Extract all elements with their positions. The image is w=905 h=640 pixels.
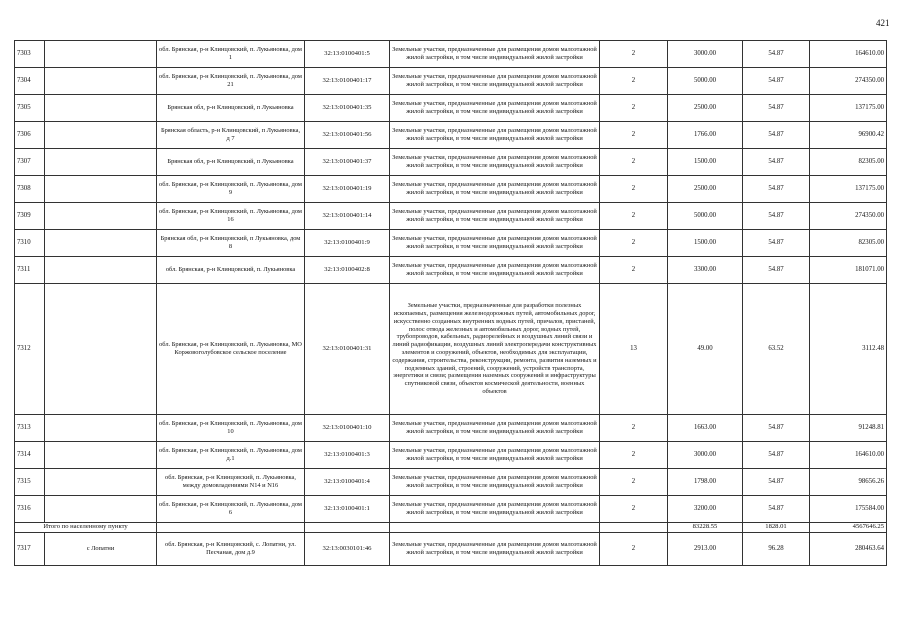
land-use-cell: Земельные участки, предназначенные для разработки полезных ископаемых, размещения железнодорожных путей, автомобильных дорог, искусственно созданных внутренних водных путей, причалов, пристаней, полос отвода железных и автомобильных дорог, водных путей, трубопроводов, кабельных, радиорелейных и воздушных линий связи и линий радиофикации, воздушных линий электропередачи конструктивных элементов и сооружений, объектов, необходимых для эксплуатации, содержания, строительства, реконструкции, ремонта, развития наземных и подземных зданий, строений, сооружений, устройств транспорта, энергетики и связи; размещения наземных сооружений и инфраструктуры спутниковой связи, объектов космической деятельности, военных объектов: [390, 284, 600, 415]
cadastral-value-cell: 164610.00: [810, 41, 887, 68]
settlement-cell: [45, 230, 157, 257]
row-number: 7317: [15, 533, 45, 566]
address-cell: обл. Брянская, р-н Клинцовский, п. Лукьяновка, дом 1: [157, 41, 305, 68]
table-row: [15, 95, 887, 122]
rate-cell: 54.87: [743, 230, 810, 257]
area-cell: 2500.00: [668, 176, 743, 203]
table-row: [15, 415, 887, 442]
rate-cell: 96.28: [743, 533, 810, 566]
cadastral-number-cell: 32:13:0100401:14: [305, 203, 390, 230]
address-cell: Брянская обл, р-н Клинцовский, п Лукьяновка: [157, 95, 305, 122]
cadastral-value-cell: 82305.00: [810, 149, 887, 176]
settlement-cell: [45, 95, 157, 122]
row-number: 7316: [15, 496, 45, 523]
table-row: [15, 496, 887, 523]
area-cell: 3000.00: [668, 442, 743, 469]
row-number: 7311: [15, 257, 45, 284]
cadastral-number-cell: 32:13:0100401:10: [305, 415, 390, 442]
table-row: [15, 533, 887, 566]
category-cell: 2: [600, 533, 668, 566]
address-cell: обл. Брянская, р-н Клинцовский, п. Лукьяновка, МО Коржовоголубовское сельское поселение: [157, 284, 305, 415]
rate-cell: 63.52: [743, 284, 810, 415]
cadastral-value-cell: 164610.00: [810, 442, 887, 469]
row-number: 7314: [15, 442, 45, 469]
area-cell: 1766.00: [668, 122, 743, 149]
cadastral-value-cell: 3112.48: [810, 284, 887, 415]
cadastral-value-cell: 175584.00: [810, 496, 887, 523]
category-cell: 13: [600, 284, 668, 415]
settlement-cell: [45, 41, 157, 68]
area-cell: 1798.00: [668, 469, 743, 496]
row-number: 7305: [15, 95, 45, 122]
cadastral-value-cell: 82305.00: [810, 230, 887, 257]
area-cell: 3200.00: [668, 496, 743, 523]
row-number: 7313: [15, 415, 45, 442]
land-use-cell: Земельные участки, предназначенные для размещения домов малоэтажной жилой застройки, в том числе индивидуальной жилой застройки: [390, 442, 600, 469]
area-cell: 3000.00: [668, 41, 743, 68]
row-number: 7312: [15, 284, 45, 415]
settlement-cell: [45, 469, 157, 496]
settlement-cell: [45, 203, 157, 230]
address-cell: обл. Брянская, р-н Клинцовский, п. Лукьяновка, дом 9: [157, 176, 305, 203]
category-cell: 2: [600, 496, 668, 523]
settlement-cell: [45, 442, 157, 469]
total-empty-cell: [390, 523, 600, 533]
category-cell: 2: [600, 95, 668, 122]
table-row: [15, 176, 887, 203]
category-cell: 2: [600, 469, 668, 496]
total-row: [15, 523, 887, 533]
cadastral-number-cell: 32:13:0030101:46: [305, 533, 390, 566]
cadastral-number-cell: 32:13:0100401:35: [305, 95, 390, 122]
rate-cell: 54.87: [743, 496, 810, 523]
address-cell: Брянская обл, р-н Клинцовский, п Лукьяновка: [157, 149, 305, 176]
land-use-cell: Земельные участки, предназначенные для размещения домов малоэтажной жилой застройки, в том числе индивидуальной жилой застройки: [390, 496, 600, 523]
rate-cell: 54.87: [743, 257, 810, 284]
settlement-cell: [45, 284, 157, 415]
area-cell: 2913.00: [668, 533, 743, 566]
rate-cell: 54.87: [743, 203, 810, 230]
cadastral-value-cell: 137175.00: [810, 95, 887, 122]
settlement-cell: [45, 257, 157, 284]
settlement-cell: [45, 176, 157, 203]
cadastral-number-cell: 32:13:0100401:3: [305, 442, 390, 469]
cadastral-number-cell: 32:13:0100401:31: [305, 284, 390, 415]
area-cell: 1663.00: [668, 415, 743, 442]
cadastral-number-cell: 32:13:0100401:17: [305, 68, 390, 95]
settlement-cell: [45, 122, 157, 149]
total-empty-cell: [600, 523, 668, 533]
settlement-cell: [45, 496, 157, 523]
cadastral-value-cell: 274350.00: [810, 203, 887, 230]
table-row: [15, 230, 887, 257]
row-number: 7304: [15, 68, 45, 95]
table-row: [15, 122, 887, 149]
category-cell: 2: [600, 257, 668, 284]
category-cell: 2: [600, 415, 668, 442]
rate-cell: 54.87: [743, 415, 810, 442]
category-cell: 2: [600, 176, 668, 203]
rate-cell: 54.87: [743, 122, 810, 149]
category-cell: 2: [600, 68, 668, 95]
address-cell: обл. Брянская, р-н Клинцовский, п. Лукьяновка, между домовладениями N14 и N16: [157, 469, 305, 496]
rate-cell: 54.87: [743, 469, 810, 496]
row-number: 7306: [15, 122, 45, 149]
total-empty-cell: [305, 523, 390, 533]
category-cell: 2: [600, 203, 668, 230]
table-row: [15, 203, 887, 230]
land-use-cell: Земельные участки, предназначенные для размещения домов малоэтажной жилой застройки, в том числе индивидуальной жилой застройки: [390, 149, 600, 176]
settlement-cell: [45, 68, 157, 95]
area-cell: 49.00: [668, 284, 743, 415]
rate-cell: 54.87: [743, 68, 810, 95]
land-use-cell: Земельные участки, предназначенные для размещения домов малоэтажной жилой застройки, в том числе индивидуальной жилой застройки: [390, 122, 600, 149]
cadastral-value-cell: 98656.26: [810, 469, 887, 496]
land-use-cell: Земельные участки, предназначенные для размещения домов малоэтажной жилой застройки, в том числе индивидуальной жилой застройки: [390, 415, 600, 442]
row-number: 7307: [15, 149, 45, 176]
area-cell: 3300.00: [668, 257, 743, 284]
row-number: 7303: [15, 41, 45, 68]
area-cell: 2500.00: [668, 95, 743, 122]
address-cell: Брянская область, р-н Клинцовский, п Лукьяновка, д 7: [157, 122, 305, 149]
table-row: [15, 41, 887, 68]
area-cell: 5000.00: [668, 203, 743, 230]
rate-cell: 54.87: [743, 176, 810, 203]
cadastral-number-cell: 32:13:0100401:9: [305, 230, 390, 257]
total-label: Итого по населенному пункту: [15, 523, 157, 533]
total-empty-cell: [157, 523, 305, 533]
table-row: [15, 442, 887, 469]
cadastral-number-cell: 32:13:0100401:19: [305, 176, 390, 203]
category-cell: 2: [600, 442, 668, 469]
cadastral-number-cell: 32:13:0100401:37: [305, 149, 390, 176]
total-value: 4567646.25: [810, 523, 887, 533]
row-number: 7308: [15, 176, 45, 203]
category-cell: 2: [600, 41, 668, 68]
land-use-cell: Земельные участки, предназначенные для размещения домов малоэтажной жилой застройки, в том числе индивидуальной жилой застройки: [390, 533, 600, 566]
address-cell: обл. Брянская, р-н Клинцовский, п. Лукьяновка, дом 21: [157, 68, 305, 95]
land-use-cell: Земельные участки, предназначенные для размещения домов малоэтажной жилой застройки, в том числе индивидуальной жилой застройки: [390, 230, 600, 257]
cadastral-number-cell: 32:13:0100401:1: [305, 496, 390, 523]
total-area: 83228.55: [668, 523, 743, 533]
category-cell: 2: [600, 122, 668, 149]
table-row: [15, 284, 887, 415]
rate-cell: 54.87: [743, 95, 810, 122]
category-cell: 2: [600, 149, 668, 176]
cadastral-number-cell: 32:13:0100401:4: [305, 469, 390, 496]
table-row: [15, 149, 887, 176]
address-cell: обл. Брянская, р-н Клинцовский, с. Лопатни, ул. Песчаная, дом д.9: [157, 533, 305, 566]
cadastral-number-cell: 32:13:0100401:56: [305, 122, 390, 149]
land-use-cell: Земельные участки, предназначенные для размещения домов малоэтажной жилой застройки, в том числе индивидуальной жилой застройки: [390, 203, 600, 230]
cadastral-value-cell: 181071.00: [810, 257, 887, 284]
category-cell: 2: [600, 230, 668, 257]
land-use-cell: Земельные участки, предназначенные для размещения домов малоэтажной жилой застройки, в том числе индивидуальной жилой застройки: [390, 41, 600, 68]
address-cell: обл. Брянская, р-н Клинцовский, п. Лукьяновка, дом 10: [157, 415, 305, 442]
table-row: [15, 257, 887, 284]
land-use-cell: Земельные участки, предназначенные для размещения домов малоэтажной жилой застройки, в том числе индивидуальной жилой застройки: [390, 469, 600, 496]
land-use-cell: Земельные участки, предназначенные для размещения домов малоэтажной жилой застройки, в том числе индивидуальной жилой застройки: [390, 257, 600, 284]
cadastral-value-cell: 96900.42: [810, 122, 887, 149]
area-cell: 1500.00: [668, 230, 743, 257]
cadastral-value-cell: 280463.64: [810, 533, 887, 566]
cadastral-value-cell: 274350.00: [810, 68, 887, 95]
total-rate: 1828.01: [743, 523, 810, 533]
cadastral-value-cell: 91248.81: [810, 415, 887, 442]
row-number: 7315: [15, 469, 45, 496]
cadastral-number-cell: 32:13:0100401:5: [305, 41, 390, 68]
page-number: 421: [876, 18, 890, 28]
address-cell: обл. Брянская, р-н Клинцовский, п. Лукьяновка, дом д.1: [157, 442, 305, 469]
area-cell: 5000.00: [668, 68, 743, 95]
address-cell: обл. Брянская, р-н Клинцовский, п. Лукьяновка: [157, 257, 305, 284]
address-cell: обл. Брянская, р-н Клинцовский, п. Лукьяновка, дом 16: [157, 203, 305, 230]
area-cell: 1500.00: [668, 149, 743, 176]
cadastral-number-cell: 32:13:0100402:8: [305, 257, 390, 284]
settlement-cell: [45, 415, 157, 442]
rate-cell: 54.87: [743, 149, 810, 176]
land-use-cell: Земельные участки, предназначенные для размещения домов малоэтажной жилой застройки, в том числе индивидуальной жилой застройки: [390, 95, 600, 122]
rate-cell: 54.87: [743, 41, 810, 68]
cadastral-value-cell: 137175.00: [810, 176, 887, 203]
address-cell: Брянская обл, р-н Клинцовский, п Лукьяновка, дом 8: [157, 230, 305, 257]
land-use-cell: Земельные участки, предназначенные для размещения домов малоэтажной жилой застройки, в том числе индивидуальной жилой застройки: [390, 176, 600, 203]
rate-cell: 54.87: [743, 442, 810, 469]
land-use-cell: Земельные участки, предназначенные для размещения домов малоэтажной жилой застройки, в том числе индивидуальной жилой застройки: [390, 68, 600, 95]
table-row: [15, 68, 887, 95]
cadastral-value-table: [14, 40, 887, 566]
settlement-cell: с Лопатни: [45, 533, 157, 566]
address-cell: обл. Брянская, р-н Клинцовский, п. Лукьяновка, дом 6: [157, 496, 305, 523]
row-number: 7309: [15, 203, 45, 230]
settlement-cell: [45, 149, 157, 176]
row-number: 7310: [15, 230, 45, 257]
table-row: [15, 469, 887, 496]
table-body: [15, 41, 887, 566]
